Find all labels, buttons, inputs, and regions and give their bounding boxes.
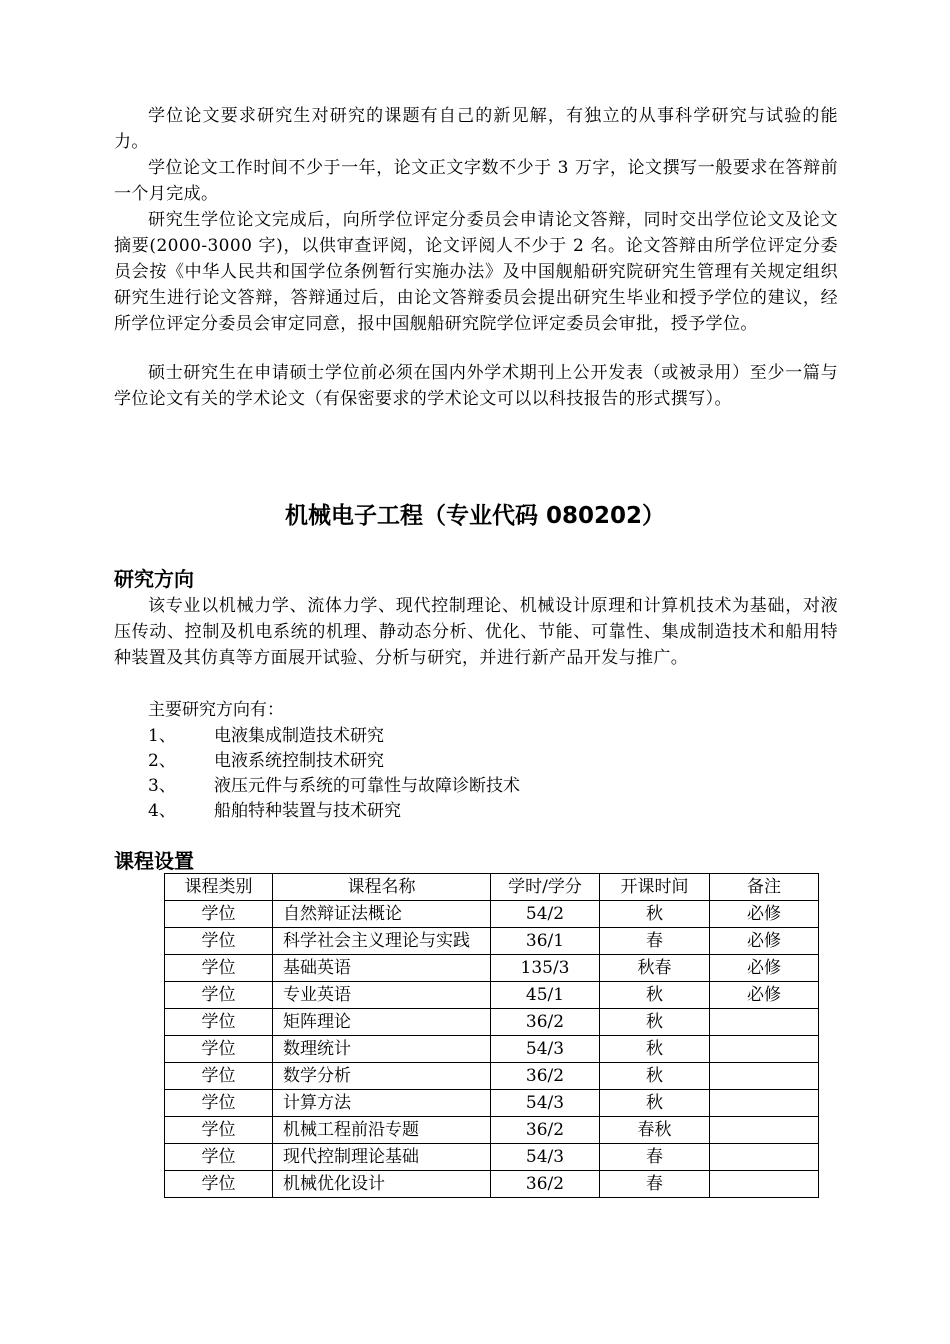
cell-category: 学位 bbox=[165, 1009, 273, 1036]
cell-category: 学位 bbox=[165, 955, 273, 982]
cell-semester: 春秋 bbox=[600, 1117, 710, 1144]
cell-notes: 必修 bbox=[710, 901, 819, 928]
cell-semester: 秋 bbox=[600, 901, 710, 928]
courses-table bbox=[164, 873, 819, 1198]
cell-category: 学位 bbox=[165, 901, 273, 928]
table-row bbox=[165, 1090, 819, 1117]
table-row bbox=[165, 1171, 819, 1198]
research-description: 该专业以机械力学、流体力学、现代控制理论、机械设计原理和计算机技术为基础，对液压传动、控制及机电系统的机理、静动态分析、优化、节能、可靠性、集成制造技术和船用特种装置及其仿真等方面展开试验、分析与研究，并进行新产品开发与推广。 bbox=[114, 596, 838, 668]
cell-semester: 秋春 bbox=[600, 955, 710, 982]
cell-hours-credits: 54/2 bbox=[491, 901, 600, 928]
cell-hours-credits: 36/1 bbox=[491, 928, 600, 955]
cell-semester: 春 bbox=[600, 1144, 710, 1171]
cell-hours-credits: 54/3 bbox=[491, 1090, 600, 1117]
major-title: 机械电子工程（专业代码 080202） bbox=[284, 503, 666, 529]
cell-course-name: 数学分析 bbox=[273, 1063, 491, 1090]
cell-hours-credits: 36/2 bbox=[491, 1009, 600, 1036]
cell-category: 学位 bbox=[165, 1144, 273, 1171]
table-row bbox=[165, 1117, 819, 1144]
cell-semester: 春 bbox=[600, 1171, 710, 1198]
cell-notes: 必修 bbox=[710, 982, 819, 1009]
list-item: 4、 船舶特种装置与技术研究 bbox=[148, 801, 401, 821]
research-directions-list bbox=[148, 723, 520, 823]
cell-semester: 秋 bbox=[600, 1063, 710, 1090]
cell-course-name: 基础英语 bbox=[273, 955, 491, 982]
cell-hours-credits: 135/3 bbox=[491, 955, 600, 982]
cell-course-name: 现代控制理论基础 bbox=[273, 1144, 491, 1171]
research-directions-intro: 主要研究方向有： bbox=[148, 700, 284, 720]
cell-category: 学位 bbox=[165, 1171, 273, 1198]
cell-semester: 秋 bbox=[600, 1009, 710, 1036]
header-notes: 备注 bbox=[710, 874, 819, 901]
thesis-defense-paragraph: 研究生学位论文完成后，向所学位评定分委员会申请论文答辩，同时交出学位论文及论文摘要(2000-3000 字)，以供审查评阅，论文评阅人不少于 2 名。论文答辩由所学位评定分委员会按《中华人民共和国学位条例暂行实施办法》及中国舰船研究院研究生管理有关规定组织研究生进行论文答辩，答辩通过后，由论文答辩委员会提出研究生毕业和授予学位的建议，经所学位评定分委员会审定同意，报中国舰船研究院学位评定委员会审批，授予学位。 bbox=[114, 210, 838, 334]
table-row bbox=[165, 1063, 819, 1090]
cell-course-name: 矩阵理论 bbox=[273, 1009, 491, 1036]
cell-course-name: 机械优化设计 bbox=[273, 1171, 491, 1198]
cell-notes bbox=[710, 1171, 819, 1198]
header-course-name: 课程名称 bbox=[273, 874, 491, 901]
table-row bbox=[165, 1144, 819, 1171]
cell-course-name: 专业英语 bbox=[273, 982, 491, 1009]
thesis-duration-paragraph: 学位论文工作时间不少于一年，论文正文字数不少于 3 万字，论文撰写一般要求在答辩前一个月完成。 bbox=[114, 158, 838, 204]
table-row bbox=[165, 1036, 819, 1063]
cell-notes bbox=[710, 1090, 819, 1117]
cell-hours-credits: 36/2 bbox=[491, 1063, 600, 1090]
cell-semester: 秋 bbox=[600, 1036, 710, 1063]
table-row bbox=[165, 901, 819, 928]
cell-semester: 春 bbox=[600, 928, 710, 955]
courses-heading: 课程设置 bbox=[114, 849, 194, 873]
cell-category: 学位 bbox=[165, 1063, 273, 1090]
cell-hours-credits: 36/2 bbox=[491, 1117, 600, 1144]
cell-notes bbox=[710, 1117, 819, 1144]
header-category: 课程类别 bbox=[165, 874, 273, 901]
cell-category: 学位 bbox=[165, 982, 273, 1009]
table-header-row bbox=[165, 874, 819, 901]
cell-hours-credits: 54/3 bbox=[491, 1036, 600, 1063]
cell-semester: 秋 bbox=[600, 982, 710, 1009]
cell-notes bbox=[710, 1144, 819, 1171]
table-row bbox=[165, 928, 819, 955]
research-heading: 研究方向 bbox=[114, 567, 194, 591]
thesis-requirement-paragraph: 学位论文要求研究生对研究的课题有自己的新见解，有独立的从事科学研究与试验的能力。 bbox=[114, 106, 838, 152]
header-hours-credits: 学时/学分 bbox=[491, 874, 600, 901]
publication-requirement-paragraph: 硕士研究生在申请硕士学位前必须在国内外学术期刊上公开发表（或被录用）至少一篇与学位论文有关的学术论文（有保密要求的学术论文可以以科技报告的形式撰写）。 bbox=[114, 363, 838, 409]
cell-hours-credits: 36/2 bbox=[491, 1171, 600, 1198]
cell-course-name: 机械工程前沿专题 bbox=[273, 1117, 491, 1144]
table-row bbox=[165, 982, 819, 1009]
list-item: 2、 电液系统控制技术研究 bbox=[148, 751, 384, 771]
header-semester: 开课时间 bbox=[600, 874, 710, 901]
cell-semester: 秋 bbox=[600, 1090, 710, 1117]
cell-notes: 必修 bbox=[710, 928, 819, 955]
cell-course-name: 自然辩证法概论 bbox=[273, 901, 491, 928]
cell-course-name: 科学社会主义理论与实践 bbox=[273, 928, 491, 955]
cell-hours-credits: 45/1 bbox=[491, 982, 600, 1009]
cell-notes bbox=[710, 1009, 819, 1036]
cell-course-name: 数理统计 bbox=[273, 1036, 491, 1063]
list-item: 3、 液压元件与系统的可靠性与故障诊断技术 bbox=[148, 776, 520, 796]
cell-hours-credits: 54/3 bbox=[491, 1144, 600, 1171]
cell-category: 学位 bbox=[165, 1090, 273, 1117]
cell-notes bbox=[710, 1063, 819, 1090]
cell-category: 学位 bbox=[165, 1036, 273, 1063]
table-row bbox=[165, 1009, 819, 1036]
cell-course-name: 计算方法 bbox=[273, 1090, 491, 1117]
cell-notes bbox=[710, 1036, 819, 1063]
list-item: 1、 电液集成制造技术研究 bbox=[148, 726, 384, 746]
cell-notes: 必修 bbox=[710, 955, 819, 982]
cell-category: 学位 bbox=[165, 928, 273, 955]
table-row bbox=[165, 955, 819, 982]
cell-category: 学位 bbox=[165, 1117, 273, 1144]
